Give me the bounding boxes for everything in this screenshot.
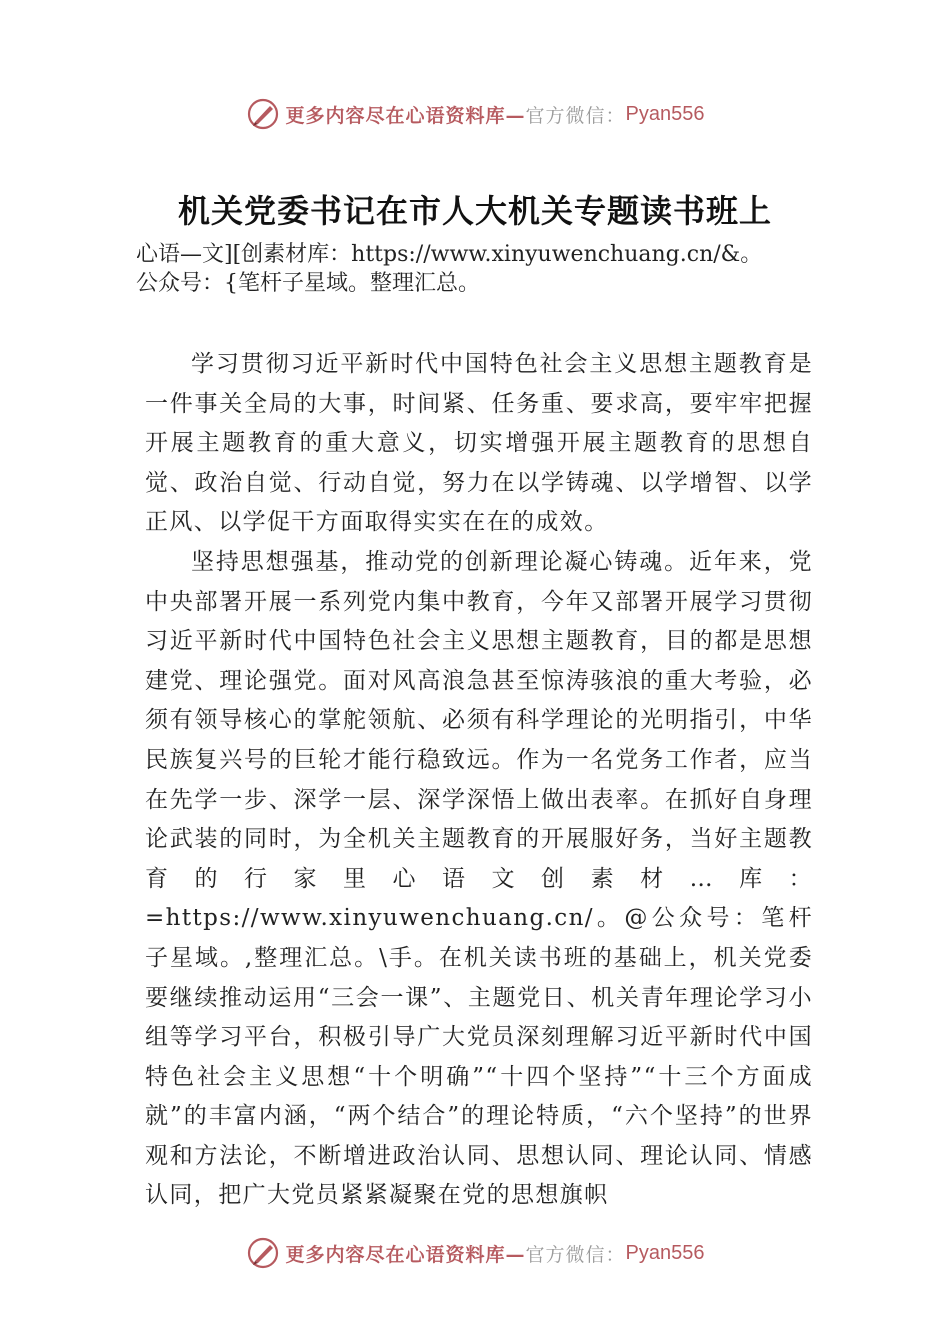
paragraph: 坚持思想强基，推动党的创新理论凝心铸魂。近年来，党中央部署开展一系列党内集中教育，今年又部署开展学习贯彻习近平新时代中国特色社会主义思想主题教育，目的都是思想建党、理论强党。面对风高浪急甚至惊涛骇浪的重大考验，必须有领导核心的掌舵领航、必须有科学理论的光明指引，中华民族复兴号的巨轮才能行稳致远。作为一名党务工作者，应当在先学一步、深学一层、深学深悟上做出表率。在抓好自身理论武装的同时，为全机关主题教育的开展服好务，当好主题教育的行家里心语文创素材…库：=https://www.xinyuwenchuang.cn/。@公众号：笔杆子星域。,整理汇总。\手。在机关读书班的基础上，机关党委要继续推动运用“三会一课”、主题党日、机关青年理论学习小组等学习平台，积极引导广大党员深刻理解习近平新时代中国特色社会主义思想“十个明确”“十四个坚持”“十三个方面成就”的丰富内涵，“两个结合”的理论特质，“六个坚持”的世界观和方法论，不断增进政治认同、思想认同、理论认同、情感认同，把广大党员紧紧凝聚在党的思想旗帜 (145, 548, 813, 1209)
banner-wechat-label: 官方微信： (525, 1243, 626, 1266)
banner-library-text: 更多内容尽在心语资料库— (285, 1243, 526, 1266)
source-line-account: 公众号：{笔杆子星域。整理汇总。 (136, 271, 480, 296)
header-banner (0, 92, 950, 136)
banner-wechat-label: 官方微信： (525, 104, 626, 127)
source-line-website: 心语—文][创素材库：https://www.xinyuwenchuang.cn/&。 (136, 242, 763, 267)
paragraph: 学习贯彻习近平新时代中国特色社会主义思想主题教育是一件事关全局的大事，时间紧、任务重、要求高，要牢牢把握开展主题教育的重大意义，切实增强开展主题教育的思想自觉、政治自觉、行动自觉，努力在以学铸魂、以学增智、以学正风、以学促干方面取得实实在在的成效。 (145, 351, 813, 536)
banner-wechat-id: Pyan556 (625, 102, 705, 125)
banner-wechat-id: Pyan556 (625, 1241, 705, 1264)
footer-banner (0, 1231, 950, 1275)
document-body (145, 345, 813, 1216)
document-title: 机关党委书记在市人大机关专题读书班上 (177, 192, 772, 230)
banner-library-text: 更多内容尽在心语资料库— (285, 104, 526, 127)
quill-logo-icon (246, 1236, 280, 1270)
quill-logo-icon (246, 97, 280, 131)
